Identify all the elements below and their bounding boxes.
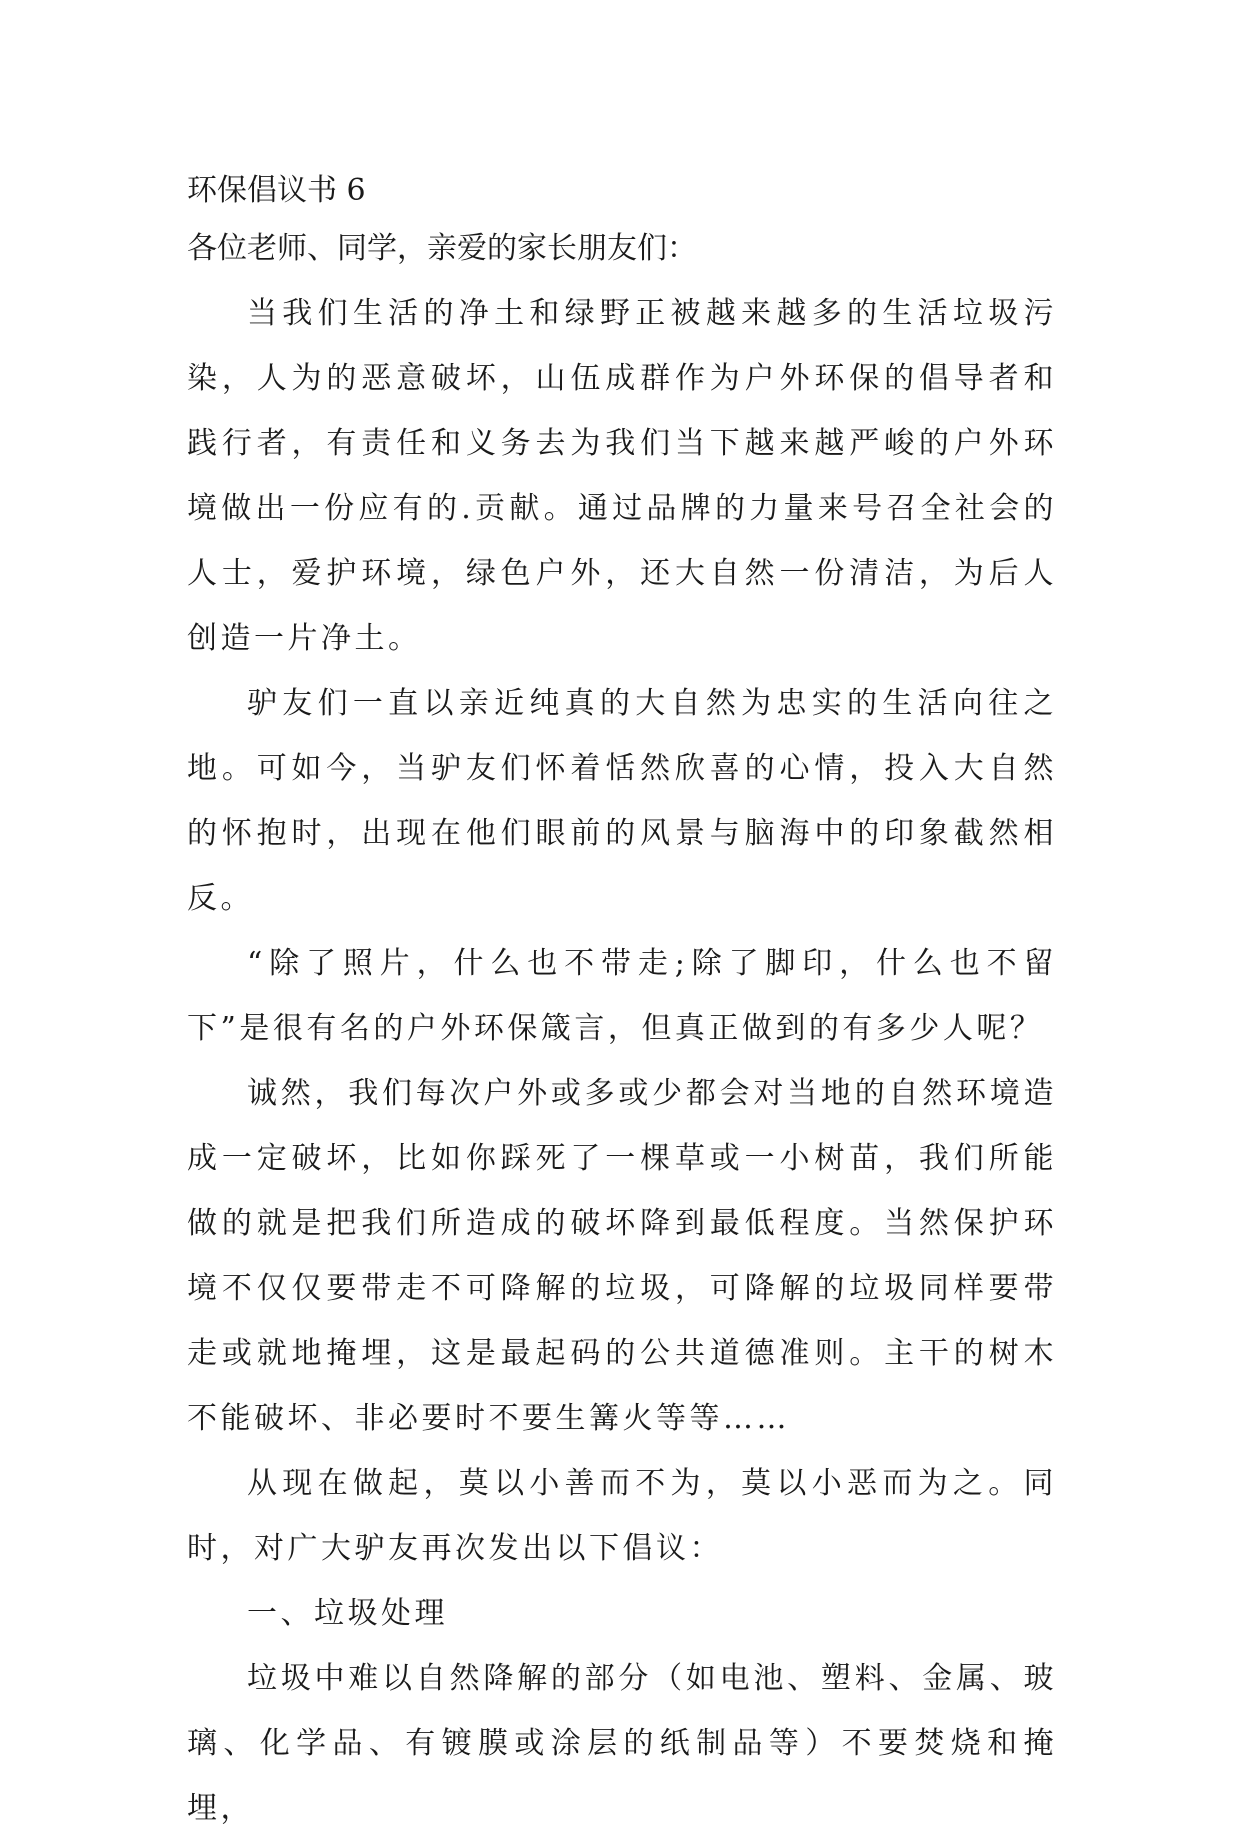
paragraph-5: 从现在做起，莫以小善而不为，莫以小恶而为之。同时，对广大驴友再次发出以下倡议： [187, 1466, 1057, 1566]
section-heading: 一、垃圾处理 [247, 1596, 448, 1631]
paragraph-1: 当我们生活的净土和绿野正被越来越多的生活垃圾污染，人为的恶意破坏，山伍成群作为户外环保的倡导者和践行者，有责任和义务去为我们当下越来越严峻的户外环境做出一份应有的.贡献。通过品牌的力量来号召全社会的人士，爱护环境，绿色户外，还大自然一份清洁，为后人创造一片净土。 [187, 296, 1057, 656]
paragraph-4: 诚然，我们每次户外或多或少都会对当地的自然环境造成一定破坏，比如你踩死了一棵草或一小树苗，我们所能做的就是把我们所造成的破坏降到最低程度。当然保护环境不仅仅要带走不可降解的垃圾，可降解的垃圾同样要带走或就地掩埋，这是最起码的公共道德准则。主干的树木不能破坏、非必要时不要生篝火等等…… [187, 1076, 1057, 1436]
document-title: 环保倡议书 6 [187, 173, 366, 208]
document-body [187, 163, 1057, 1841]
paragraph-3: “除了照片，什么也不带走;除了脚印，什么也不留下”是很有名的户外环保箴言，但真正做到的有多少人呢？ [187, 946, 1057, 1046]
section-paragraph: 垃圾中难以自然降解的部分（如电池、塑料、金属、玻璃、化学品、有镀膜或涂层的纸制品等）不要焚烧和掩埋， [187, 1661, 1057, 1826]
paragraph-2: 驴友们一直以亲近纯真的大自然为忠实的生活向往之地。可如今，当驴友们怀着恬然欣喜的心情，投入大自然的怀抱时，出现在他们眼前的风景与脑海中的印象截然相反。 [187, 686, 1057, 916]
greeting-line: 各位老师、同学，亲爱的家长朋友们： [187, 231, 697, 266]
